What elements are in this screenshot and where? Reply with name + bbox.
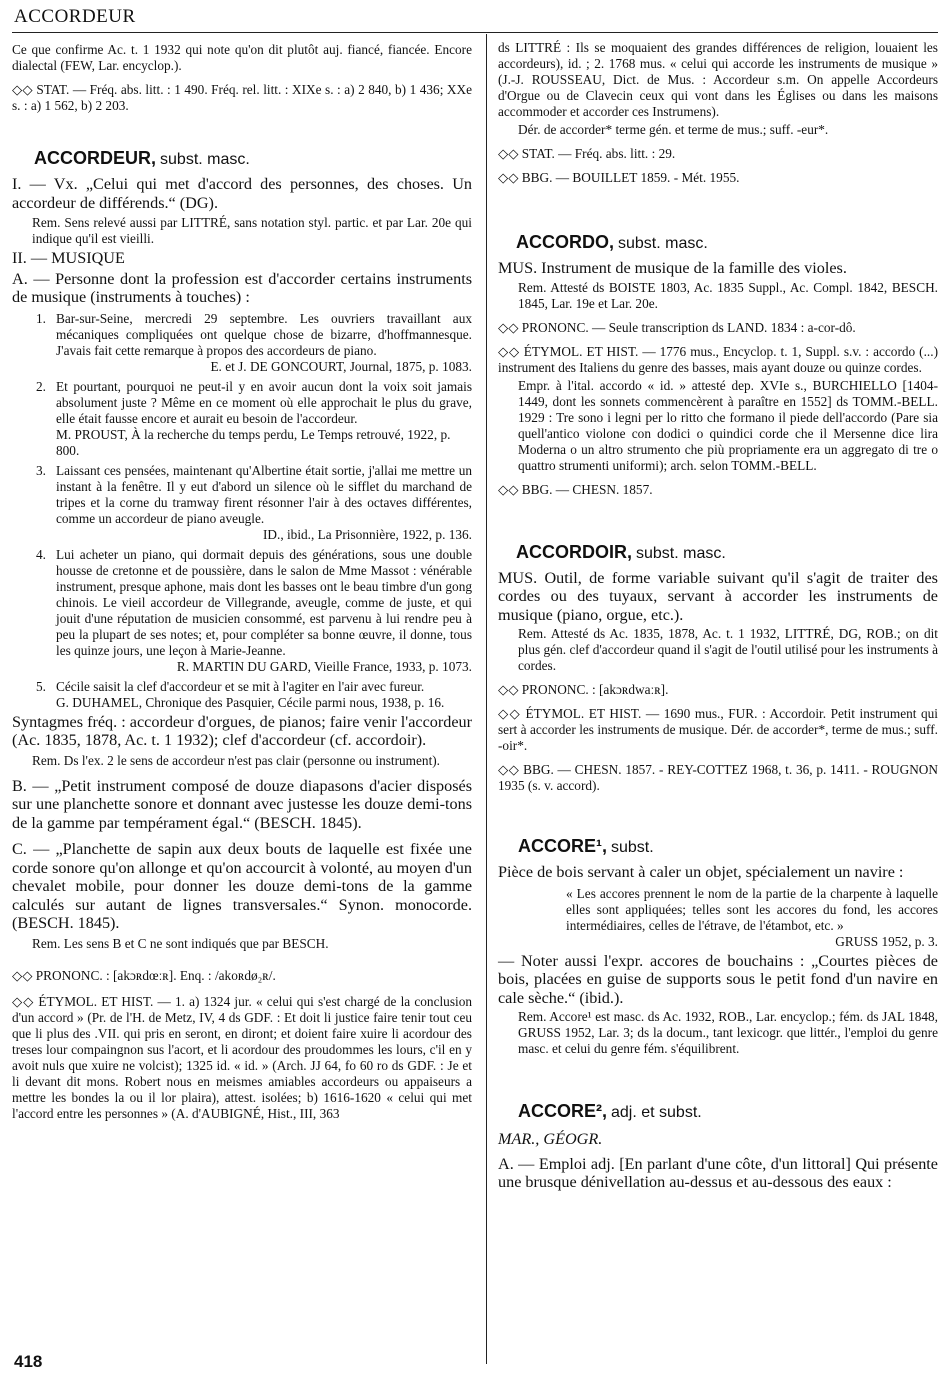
example-text: Et pourtant, pourquoi ne peut-il y en avoir aucun dont la voix soit jamais absolument juste ? Même en ce moment où elle approchait le plus du grave, elle était fausse encore et aurait eu besoin de l'accordeur. <box>56 378 472 426</box>
sense-a: A. — Emploi adj. [En parlant d'une côte, d'un littoral] Qui présente une brusque dénivellation au-dessus et au-dessous des eaux : <box>498 1154 938 1191</box>
top-rule <box>12 32 938 33</box>
definition: MUS. Outil, de forme variable suivant qu'il s'agit de traiter des cordes ou des tuyaux, servant à accorder les instruments de musique (piano, orgue, etc.). <box>498 568 938 624</box>
example <box>12 379 472 459</box>
remark: Rem. Attesté ds BOISTE 1803, Ac. 1835 Suppl., Ac. Compl. 1842, BESCH. 1845, Lar. 19e et Lar. 20e. <box>518 279 938 311</box>
headword-grammar: adj. et subst. <box>611 1104 702 1121</box>
example-text: Laissant ces pensées, maintenant qu'Albertine était sortie, j'allai me mettre un instant à la fenêtre. Il y eut d'abord un silence où le sifflet du marchand de tripes et la corne du tramway firent résonner l'air à des octaves différentes, comme un accordeur de piano aveugle. <box>56 462 472 526</box>
headword: ACCORE², <box>518 1101 607 1121</box>
headword: ACCORDEUR, <box>34 148 157 168</box>
example <box>12 547 472 675</box>
headword: ACCORDO, <box>516 232 614 252</box>
etymology-section: ◇◇ ÉTYMOL. ET HIST. — 1690 mus., FUR. : Accordoir. Petit instrument qui sert à accorder les instruments de musique. Dér. de accorder*, terme de mus.; suff. -oir*. <box>498 706 938 753</box>
sense-c: C. — „Planchette de sapin aux deux bouts de laquelle est fixée une corde sonore qu'on allonge et qu'on accourcit à volonté, au moyen d'un chevalet mobile, pour donner les douze demi-tons de la gamme calculés sur autant de lignes transversales.“ Synon. monocorde. (BESCH. 1845). <box>12 840 472 932</box>
prononc-section: ◇◇ PRONONC. : [akɔʀdwaːʀ]. <box>498 682 669 697</box>
example-number: 4. <box>36 546 46 562</box>
note: — Noter aussi l'expr. accores de bouchains : „Courtes pièces de bois, placées en guise de supports sous le petit fond d'un navire en cale sèche.“ (ibid.). <box>498 951 938 1007</box>
page-number: 418 <box>14 1352 43 1371</box>
example-source: ID., ibid., La Prisonnière, 1922, p. 136. <box>262 526 472 542</box>
prononc-section: ◇◇ PRONONC. : [akɔʀdœːʀ]. Enq. : /akoʀdø₂ʀ/. <box>12 967 276 983</box>
sense-ii: II. — MUSIQUE <box>12 249 125 267</box>
example-number: 3. <box>36 462 46 478</box>
example <box>12 463 472 543</box>
remark: Rem. Accore¹ est masc. ds Ac. 1932, ROB., Lar. encyclop.; fém. ds JAL 1848, GRUSS 1952, Lar. 3; ds la docum., tant lexicogr. que littér., l'emploi du genre masc. et celui du genre fém. s'équilibrent. <box>518 1009 938 1056</box>
example-source: R. MARTIN DU GARD, Vieille France, 1933, p. 1073. <box>176 658 472 674</box>
example-number: 5. <box>36 678 46 694</box>
headword: ACCORDOIR, <box>516 541 632 562</box>
syntagmes: Syntagmes fréq. : accordeur d'orgues, de pianos; faire venir l'accordeur (Ac. 1835, 1878, Ac. t. 1 1932); clef d'accordeur (cf. accordoir). <box>12 712 472 749</box>
entry-heading <box>518 836 938 857</box>
bbg-section: ◇◇ BBG. — BOUILLET 1859. - Mét. 1955. <box>498 170 740 185</box>
bbg-section: ◇◇ BBG. — CHESN. 1857. - REY-COTTEZ 1968, t. 36, p. 1411. - ROUGNON 1935 (s. v. accord). <box>498 762 938 793</box>
example-text: Cécile saisit la clef d'accordeur et se mit à l'agiter en l'air avec fureur. <box>56 678 425 694</box>
remark: Rem. Ds l'ex. 2 le sens de accordeur n'est pas clair (personne ou instrument). <box>32 752 441 768</box>
etymology-section: ◇◇ ÉTYMOL. ET HIST. — 1. a) 1324 jur. « celui qui s'est chargé de la conclusion d'un accord » (Pr. de l'H. de Metz, IV, 4 ds GDF. : Et doit li justice faire tenir tout ceu que li plus des .VII. qui pris en seront, en diront; et doient faire xuire li acordour des treses lour compaingnon sus l'acort, et li acordour des proudommes les lours, c'il en y avoit nuls que xuire ne volcist); 1325 id. « id. » (Arch. JJ 64, fo 60 ro ds GDF. : Je et li devant dit mons. Robert nous en meismes amiables accordeurs ou appaiseurs a mettre les bondes la ou il lor plaira), attest. isolées; b) 1616-1620 « celui qui met l'accord entre les personnes » (A. d'AUBIGNÉ, Hist., III, 363 <box>12 993 472 1121</box>
example-text: Lui acheter un piano, qui dormait depuis des générations, sous une double housse de cretonne et de poussière, dans le salon de Mme Massot : vénérable instrument, presque aphone, mais dont les basses ont le beau timbre d'un gong chinois. Le vieil accordeur de Villegrande, aveugle, comme de juste, et qui jouit d'une réputation de musicien consommé, est parvenu à lui rendre peu à peu la plupart de ses notes; et, pour compléter sa bonne œuvre, il donne, tous les quinze jours, une leçon à Marie-Jeanne. <box>56 546 472 658</box>
example-number: 1. <box>36 310 46 326</box>
example <box>12 679 472 711</box>
example-source: M. PROUST, À la recherche du temps perdu, Le Temps retrouvé, 1922, p. 800. <box>56 426 451 458</box>
stat-section: ◇◇ STAT. — Fréq. abs. litt. : 29. <box>498 146 676 161</box>
entry-heading <box>516 542 938 563</box>
left-column <box>12 34 472 1122</box>
remark: Rem. Attesté ds Ac. 1835, 1878, Ac. t. 1 1932, LITTRÉ, DG, ROB.; on dit plus gén. clef d'accordeur quand il s'agit de l'outil utilisé pour les instruments à cordes. <box>518 626 938 673</box>
running-head: ACCORDEUR <box>14 6 136 27</box>
headword-grammar: subst. masc. <box>618 235 708 252</box>
sense-b: B. — „Petit instrument composé de douze diapasons d'acier disposés sur une planchette sonore et donnant avec justesse les douze demi-tons de la gamme par tempérament égal.“ (BESCH. 1845). <box>12 776 472 832</box>
sense-a: A. — Personne dont la profession est d'accorder certains instruments de musique (instruments à touches) : <box>12 269 472 306</box>
bbg-section: ◇◇ BBG. — CHESN. 1857. <box>498 481 653 497</box>
sense-i: I. — Vx. „Celui qui met d'accord des personnes, des choses. Un accordeur de différends.“ (DG). <box>12 175 472 212</box>
example-source: E. et J. DE GONCOURT, Journal, 1875, p. 1083. <box>210 358 472 374</box>
definition: MUS. Instrument de musique de la famille des violes. <box>498 259 847 277</box>
remark: Rem. Les sens B et C ne sont indiqués que par BESCH. <box>32 935 329 951</box>
quotation: « Les accores prennent le nom de la partie de la charpente à laquelle elles sont appliquées; telles sont les accores du fond, les accores intermédiaires, celles de l'étrave, de l'étambot, etc. » <box>566 885 938 933</box>
headword-grammar: subst. masc. <box>636 544 726 562</box>
entry-heading <box>516 232 938 253</box>
paragraph: Ce que confirme Ac. t. 1 1932 qui note qu'on dit plutôt auj. fiancé, fiancée. Encore dialectal (FEW, Lar. encyclop.). <box>12 42 472 73</box>
etymology-section: ◇◇ ÉTYMOL. ET HIST. — 1776 mus., Encyclop. t. 1, Suppl. s.v. : accordo (...) instrument des Italiens du genre des basses, mais ayant douze ou quinze cordes. <box>498 343 938 375</box>
prononc-section: ◇◇ PRONONC. — Seule transcription ds LAND. 1834 : a-cor-dô. <box>498 319 856 335</box>
example-source: G. DUHAMEL, Chronique des Pasquier, Cécile parmi nous, 1938, p. 16. <box>56 694 445 710</box>
example-number: 2. <box>36 378 46 394</box>
example <box>12 311 472 375</box>
headword: ACCORE¹, <box>518 836 607 856</box>
derivation: Dér. de accorder* terme gén. et terme de mus.; suff. -eur*. <box>518 122 829 137</box>
definition: Pièce de bois servant à caler un objet, spécialement un navire : <box>498 863 904 881</box>
example-text: Bar-sur-Seine, mercredi 29 septembre. Les ouvriers travaillant aux mécaniques compliquées ont quelque chose de bizarre, d'hoffmannesque. J'avais fait cette remarque à propos des accordeurs de piano. <box>56 310 472 358</box>
entry-heading <box>518 1101 938 1122</box>
borrowing: Empr. à l'ital. accordo « id. » attesté dep. XVIe s., BURCHIELLO [1404-1449, dont les sonnets commencèrent à paraître en 1552] ds TOMM.-BELL. 1929 : Tre sono i legni per lo ritto che formano il piede dell'accordo (Pare sia quell'antico violone con dodici o quindici corde che il Mersenne dice lira Moderna o un altro strumento che più propriamente era un aggregato di tre o quattro strumenti uniformi); arch. selon TOMM.-BELL. <box>518 377 938 473</box>
entry-heading <box>34 148 472 169</box>
column-rule <box>486 34 487 1364</box>
quotation-source: GRUSS 1952, p. 3. <box>835 933 938 949</box>
headword-grammar: subst. <box>611 839 654 856</box>
headword-grammar: subst. masc. <box>160 151 250 168</box>
domain-label: MAR., GÉOGR. <box>498 1130 603 1148</box>
etymology-continuation: ds LITTRÉ : Ils se moquaient des grandes différences de religion, louaient les accordeurs), id. ; 2. 1768 mus. « celui qui accorde les instruments de musique » (J.-J. ROUSSEAU, Dict. de Mus. : Accordeur s.m. On appelle Accordeurs d'Orgue ou de Clavecin ceux qui vont dans les Églises ou dans les maisons accommoder et accorder ces Instrumens). <box>498 40 938 119</box>
right-column <box>498 34 938 1192</box>
stat-section: ◇◇ STAT. — Fréq. abs. litt. : 1 490. Fréq. rel. litt. : XIXe s. : a) 2 840, b) 1 436; XXe s. : a) 1 562, b) 2 203. <box>12 82 472 113</box>
remark: Rem. Sens relevé aussi par LITTRÉ, sans notation styl. partic. et par Lar. 20e qui indique qu'il est vieilli. <box>32 215 472 246</box>
